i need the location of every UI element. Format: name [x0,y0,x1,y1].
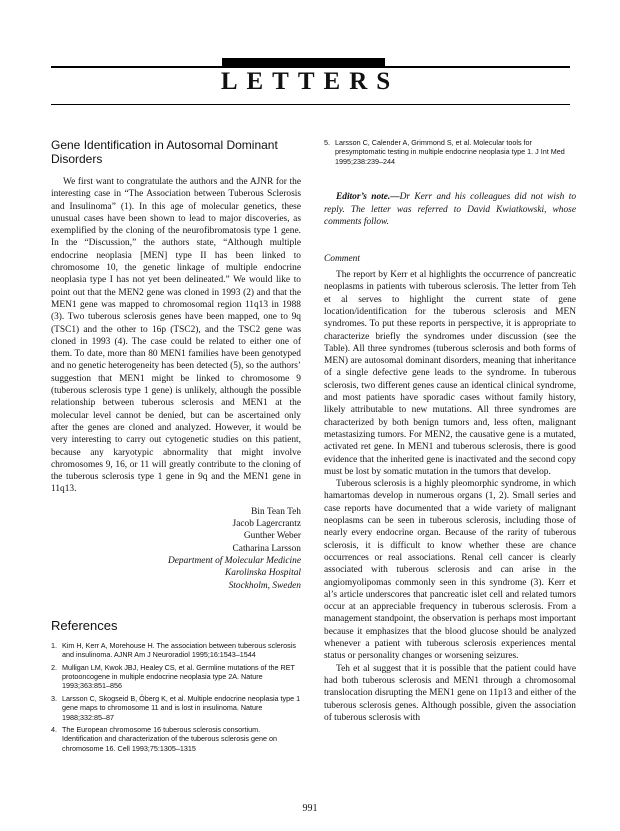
comment-heading: Comment [324,254,360,265]
references-heading: References [51,617,118,633]
affiliation-line: Stockholm, Sweden [228,580,301,591]
affiliation-line: Department of Molecular Medicine [167,555,301,566]
editor-note-text: Dr Kerr and his colleagues did not wish to reply. The letter was referred to David Kwiatkowski, whose comments follow. [324,192,577,227]
editor-note [324,191,576,228]
right-column [324,138,576,724]
author-name: Bin Tean Teh [251,506,301,517]
reference-item: 3. Larsson C, Skogseid B, Öberg K, et al. Multiple endocrine neoplasia type 1 gene maps to chromosome 11 and is lost in insulinoma. Nature 1988;332:85–87 [51,693,301,722]
editor-note-label: Editor’s note.— [336,192,400,203]
author-name: Jacob Lagercrantz [232,519,301,530]
comment-paragraph: Tuberous sclerosis is a highly pleomorphic syndrome, in which hamartomas develop in numerous organs (1, 2). Small series and case reports have documented that a wide variety of malignant neoplasms can be seen in tuberous sclerosis, including those of nearly every endocrine organ. Because of the rarity of tuberous sclerosis, it is difficult to know whether these are chance occurrences or real associations. Renal cell cancer is clearly associated with tuberous sclerosis and can arise in the angiomyolipomas commonly seen in this syndrome (3). Kerr et al’s article underscores that pancreatic islet cell and related tumors occur at an appreciable frequency in tuberous sclerosis. From a management standpoint, the observation is perhaps most important because it emphasizes that the blood glucose should be analyzed whenever a patient with tuberous sclerosis experiences mental status or personality changes or worsening seizures. [324,479,576,662]
article-title: Gene Identification in Autosomal Dominant Disorders [51,138,278,166]
page-number: 991 [302,803,318,814]
reference-item: 4. The European chromosome 16 tuberous sclerosis consortium. Identification and characterization of the tuberous sclerosis gene on chromosome 16. Cell 1993;75:1305–1315 [51,725,277,753]
reference-item: 5. Larsson C, Calender A, Grimmond S, et al. Molecular tools for presymptomatic testing in multiple endocrine neoplasia type 1. J Int Med 1995;238:239–244 [324,138,565,166]
author-name: Catharina Larsson [232,543,301,554]
author-name: Gunther Weber [243,531,301,542]
header-rule [51,104,570,105]
section-title: LETTERS [220,68,400,95]
comment-paragraph: Teh et al suggest that it is possible that the patient could have had both tuberous sclerosis and MEN1 through a chromosomal translocation disrupting the MEN1 gene on 11p13 and either of the tuberous sclerosis genes. Although possible, given the association of tuberous sclerosis with [324,663,576,723]
reference-list [51,641,301,753]
reference-item: 2. Mulligan LM, Kwok JBJ, Healey CS, et al. Germline mutations of the RET protooncogene in multiple endocrine neoplasia type 2A. Nature 1993;363:851–856 [51,662,295,691]
signature-block [51,506,301,592]
reference-list-continued [324,138,576,166]
letter-paragraph: We first want to congratulate the authors and the AJNR for the interesting case in “The Association between Tuberous Sclerosis and Insulinoma” (1). In this age of molecular genetics, these unusual cases have been shown to lead to major discoveries, as exemplified by the cloning of the neurofibromatosis type 1 gene. In the “Discussion,” the authors state, “Although multiple endocrine neoplasia [MEN] type II has been linked to chromosome 10, the genetic linkage of multiple endocrine neoplasia type I has not yet been delineated.” We would like to point out that the MEN2 gene was cloned in 1993 (2) and that the MEN1 gene was mapped to chromosomal region 11q13 in 1988 (3). Two tuberous sclerosis genes have been mapped, one to 9q (TSC1) and the other to 16p (TSC2), and the TSC2 gene was cloned in 1993 (4). The case could be related to either one of them. To date, more than 80 MEN1 families have been genotyped and no genetic heterogeneity has been detected (5), so the authors’ suggestion that MEN1 might be linked to chromosome 9 (tuberous sclerosis type 1 gene) is unlikely, although the possible relationship between tuberous sclerosis and MEN1 at the molecular level cannot be denied, but can be ascertained only after the genes are cloned and analyzed. However, it would be very interesting to carry out cytogenetic studies on this patient, because any karyotypic abnormality that might involve chromosomes 9, 16, or 11 will greatly contribute to the cloning of the tuberous sclerosis type 1 gene in 9q and the MEN1 gene in 11q13. [51,177,301,495]
comment-paragraph: The report by Kerr et al highlights the occurrence of pancreatic neoplasms in patients with tuberous sclerosis. The letter from Teh et al serves to highlight the current state of gene location/identification for the tuberous sclerosis and MEN syndromes. To put these reports in perspective, it is appropriate to characterize briefly the syndromes under discussion (see the Table). All three syndromes (tuberous sclerosis and both forms of MEN) are autosomal dominant disorders, meaning that inheritance of a single defective gene leads to the syndrome. In tuberous sclerosis, two different genes cause an identical clinical syndrome, and most patients have sporadic cases without family history, likely attributable to new mutations. All three syndromes are characterized by both benign tumors and, less often, malignant metastasizing tumors. For MEN2, the causative gene is a mutated, activated ret gene. In MEN1 and tuberous sclerosis, there is good evidence that the inherited gene is inactivated and the second copy must be lost by somatic mutation in the tumors that develop. [324,270,576,477]
reference-item: 1. Kim H, Kerr A, Morehouse H. The association between tuberous sclerosis and insulinoma. AJNR Am J Neuroradiol 1995;16:1543–1544 [51,640,296,660]
left-column [51,138,301,756]
affiliation-line: Karolinska Hospital [225,568,301,579]
